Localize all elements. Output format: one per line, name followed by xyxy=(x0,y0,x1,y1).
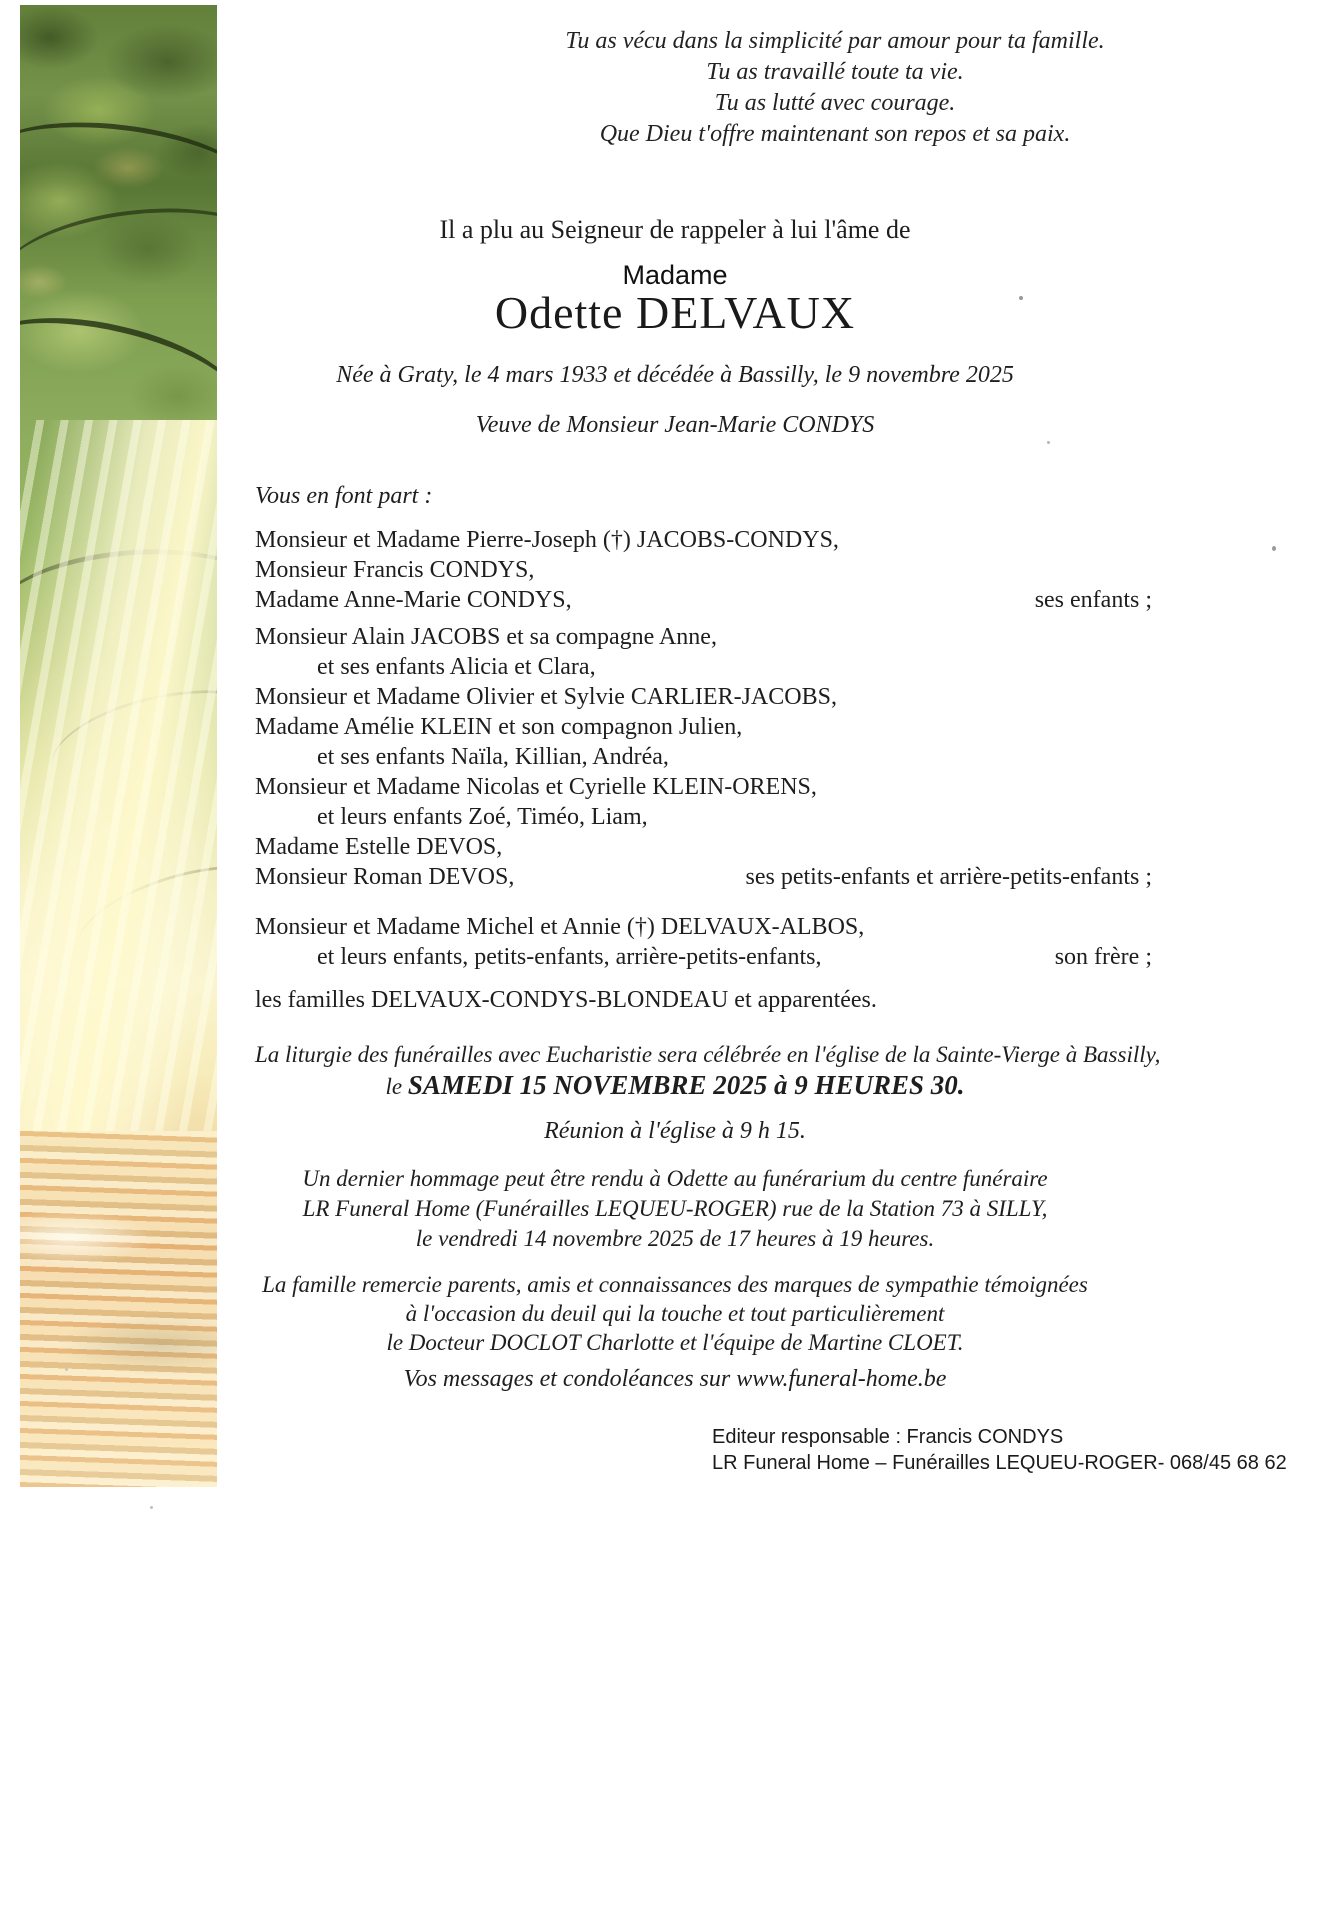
deceased-name: Odette DELVAUX xyxy=(494,287,856,338)
publisher-block xyxy=(712,1424,1287,1476)
thanks-line: le Docteur DOCLOT Charlotte et l'équipe de Martine CLOET. xyxy=(386,1330,964,1355)
ceremony-date-line xyxy=(255,1070,1095,1101)
family-members: Madame Anne-Marie CONDYS, xyxy=(255,587,572,613)
family-line: les familles DELVAUX-CONDYS-BLONDEAU et apparentées. xyxy=(255,987,877,1013)
liturgy-line: La liturgie des funérailles avec Eucharistie sera célébrée en l'église de la Sainte-Vierge à Bassilly, xyxy=(255,1042,1161,1067)
publisher-responsible: Editeur responsable : Francis CONDYS xyxy=(712,1426,1064,1448)
family-members: et leurs enfants, petits-enfants, arrière-petits-enfants, xyxy=(317,944,822,970)
thanks-line: à l'occasion du deuil qui la touche et tout particulièrement xyxy=(405,1301,945,1326)
family-members: Monsieur Roman DEVOS, xyxy=(255,864,515,890)
family-line: Monsieur et Madame Michel et Annie (†) DELVAUX-ALBOS, xyxy=(255,914,865,940)
family-line xyxy=(255,585,1152,615)
birth-death-line: Née à Graty, le 4 mars 1933 et décédée à Bassilly, le 9 novembre 2025 xyxy=(336,362,1014,388)
family-line: Madame Amélie KLEIN et son compagnon Julien, xyxy=(255,714,743,740)
epitaph-line: Tu as vécu dans la simplicité par amour pour ta famille. xyxy=(565,28,1105,54)
family-line: Monsieur Francis CONDYS, xyxy=(255,557,535,583)
scan-speck xyxy=(1047,441,1050,444)
family-line: Monsieur et Madame Pierre-Joseph (†) JACOBS-CONDYS, xyxy=(255,527,839,553)
publisher-funeral-home: LR Funeral Home – Funérailles LEQUEU-ROGER- 068/45 68 62 xyxy=(712,1452,1287,1474)
relation-label: ses enfants ; xyxy=(1034,587,1152,613)
scan-speck xyxy=(1019,296,1023,300)
family-list xyxy=(255,525,1152,1015)
condolences-line: Vos messages et condoléances sur www.funeral-home.be xyxy=(403,1366,947,1392)
epitaph-quote xyxy=(455,26,1215,150)
family-line: et ses enfants Naïla, Killian, Andréa, xyxy=(317,744,669,770)
tribute-line: LR Funeral Home (Funérailles LEQUEU-ROGER) rue de la Station 73 à SILLY, xyxy=(302,1196,1048,1221)
epitaph-line: Tu as travaillé toute ta vie. xyxy=(706,59,964,85)
civility-title: Madame xyxy=(622,260,728,290)
announce-lead: Vous en font part : xyxy=(255,483,433,509)
scan-speck xyxy=(1272,546,1276,551)
widow-line: Veuve de Monsieur Jean-Marie CONDYS xyxy=(475,412,875,438)
ceremony-datetime: SAMEDI 15 NOVEMBRE 2025 à 9 HEURES 30. xyxy=(407,1070,965,1100)
epitaph-line: Tu as lutté avec courage. xyxy=(714,90,956,116)
family-line xyxy=(255,862,1152,892)
relation-label: ses petits-enfants et arrière-petits-enfants ; xyxy=(745,864,1152,890)
thanks-line: La famille remercie parents, amis et connaissances des marques de sympathie témoignées xyxy=(262,1272,1088,1297)
tribute-line: le vendredi 14 novembre 2025 de 17 heures à 19 heures. xyxy=(415,1226,935,1251)
family-line: Monsieur et Madame Nicolas et Cyrielle KLEIN-ORENS, xyxy=(255,774,817,800)
scan-speck xyxy=(150,1506,153,1509)
relation-label: son frère ; xyxy=(1054,944,1152,970)
announcement-intro: Il a plu au Seigneur de rappeler à lui l'âme de xyxy=(439,215,911,244)
epitaph-line: Que Dieu t'offre maintenant son repos et sa paix. xyxy=(599,121,1071,147)
family-line: et leurs enfants Zoé, Timéo, Liam, xyxy=(317,804,648,830)
date-prefix: le xyxy=(385,1074,403,1099)
tribute-line: Un dernier hommage peut être rendu à Odette au funérarium du centre funéraire xyxy=(302,1166,1048,1191)
family-line: et ses enfants Alicia et Clara, xyxy=(317,654,596,680)
family-line: Madame Estelle DEVOS, xyxy=(255,834,503,860)
sunbeam-rays xyxy=(20,420,217,1131)
forest-path-photo xyxy=(20,5,217,1487)
meeting-line: Réunion à l'église à 9 h 15. xyxy=(544,1118,806,1144)
scan-speck xyxy=(65,1368,68,1371)
family-line: Monsieur et Madame Olivier et Sylvie CARLIER-JACOBS, xyxy=(255,684,837,710)
sunlit-path-texture xyxy=(20,1131,217,1487)
family-line xyxy=(255,942,1152,972)
family-line: Monsieur Alain JACOBS et sa compagne Anne, xyxy=(255,624,717,650)
